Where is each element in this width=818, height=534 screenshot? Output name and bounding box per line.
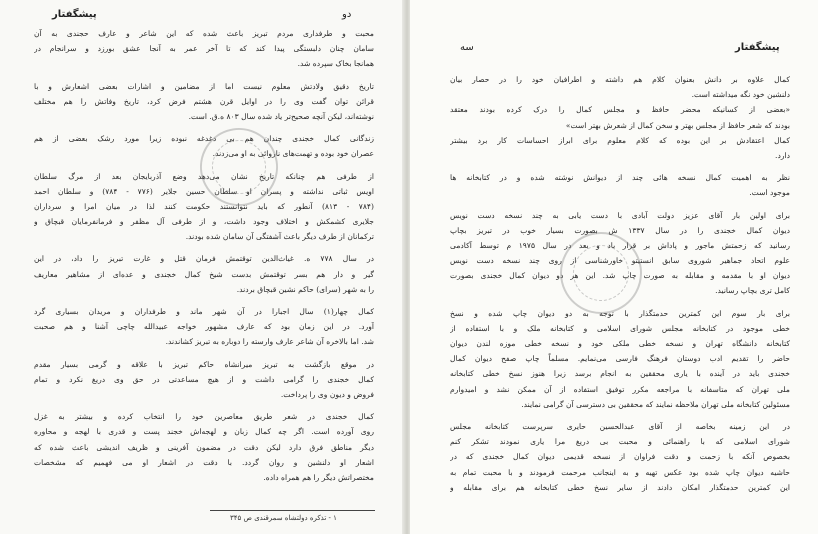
text-line: خطی موجود در کتابخانه مجلس شورای اسلامی و کتابخانه ملک و با استفاده از (450, 323, 790, 333)
text-line: اویس ثباتی نداشته و پسران او سلطان حسین جلایر (۷۷۶ - ۷۸۴) و سلطان احمد (34, 186, 374, 196)
left-page-number: دو (342, 9, 352, 20)
text-line: نوشته‌اند، لیکن آنچه صحیح‌تر یاد شده سال ۸۰۳ ه.ق. است. (188, 111, 374, 121)
right-page-number: سه (460, 42, 474, 53)
text-line: همانجا بخاک سپرده شد. (297, 59, 374, 69)
text-line: جلایری کشمکش و اختلاف وجود داشت، و از طرفی آل مظفر و فرمانفرمایان قبچاق و (34, 217, 374, 227)
text-line: شورای اسلامی که با راهنمائی و محبت بی دریغ مرا یاری نمودند تشکر کنم (450, 437, 790, 447)
text-line: زندگانی کمال خجندی چندان هم بی دغدغه نبوده زیرا مورد رشک بعضی از هم (34, 134, 374, 144)
text-line: خجندی باید در آینده با یاری محققین به انجام برسد زیرا هنوز نسخ خطی کتابخانه (450, 369, 790, 379)
text-line: قرائن توان گفت وی را در اوایل قرن هشتم فرض کرد، تاریخ وفاتش را هم مختلف (34, 96, 374, 106)
text-line: کمال اعتقادش بر این بوده که کلام معلوم برای ابراز احساسات کار برد بیشتر (450, 135, 790, 145)
text-line: روی آورده است. اگر چه کمال زبان و لهجه‌اش خجند پست و قدری با لهجه و محاوره (34, 427, 374, 437)
text-line: محبت و طرفداری مردم تبریز باعث شده که این شاعر و عارف حجندی به آن (34, 29, 374, 38)
text-line: علوم اتحاد جماهیر شوروی سابق انستیتو خاورشناسی از روی چند نسخه دست نویس (450, 256, 790, 266)
text-line: فروض و دیون وی را پرداخت. (280, 389, 374, 399)
text-line: در سال ۷۷۸ ه. غیاث‌الدین توقتمش فرمان قتل و غارت تبریز را داد، در این (34, 254, 374, 264)
text-line: کتابخانه دانشگاه تهران و نسخه خطی ملکی خود و نسخه خطی موزه لندن دیوان (450, 339, 790, 348)
text-line: دیوان او با مقدمه و مقابله به صورت چاپ شد. این هر دو دیوان کمال خجندی بصورت (450, 271, 790, 281)
footnote: ۱ - تذکره دولتشاه سمرقندی ص ۳۴۵ (230, 514, 337, 522)
text-line: در این زمینه بخاصه از آقای عبدالحسین حایری سرپرست کتابخانه مجلس (450, 421, 790, 431)
text-line: برای اولین بار آقای عزیز دولت آبادی با دست یابی به چند نسخه دست نویس (450, 210, 790, 220)
text-line: کمال خجندی در شعر طریق معاصرین خود را انتخاب کرده و بیشتر به غزل (34, 412, 374, 422)
text-line: مسئولین کتابخانه ملی تهران ملاحظه نمایند که محققین بی دسترسی آن گرامی نمایند. (521, 399, 790, 409)
left-page (0, 0, 404, 534)
text-line: مختصراتش دیگر را هم همراه داده. (263, 472, 374, 482)
text-line: دلنشین خود نگه میداشته است. (691, 90, 790, 100)
text-line: ترکمانان از طرف دیگر باعث آشفتگی آن سامان شده بودند. (185, 232, 374, 242)
footnote-divider (210, 510, 375, 511)
text-line: را به شهر (سرای) حاکم نشین قبچاق بردند. (236, 284, 374, 294)
text-line: در موقع بازگشت به تبریز میرانشاه حاکم تبریز با علاقه و گرمی بسیار مقدم (34, 359, 374, 369)
text-line: شد. اما بالاخره آن شاعر عارف وارسته را دوباره به تبریز کشاندند. (165, 337, 374, 347)
text-line: عصران خود بوده و تهمت‌های ناروائی به او می‌زدند. (212, 149, 374, 159)
text-line: از طرفی هم چنانکه تاریخ نشان می‌دهد وضع آذربایجان بعد از مرگ سلطان (34, 171, 374, 181)
text-line: بخصوص آنکه با زحمت و دقت فراوان از نسخه قدیمی دیوان کمال خجندی که در (450, 452, 790, 462)
text-line: دیوان کمال خجندی را در سال ۱۳۳۷ ش بصورت بسیار خوب در تبریز بچاپ (450, 225, 790, 235)
left-running-head: پیشگفتار (52, 9, 97, 20)
text-line: «بعضی از کسانیکه محضر حافظ و مجلس کمال را درک کرده بودند معتقد (450, 105, 790, 115)
text-line: کامل تری بچاپ رسانید. (715, 286, 790, 296)
text-line: کمال علاوه بر دانش بعنوان کلام هم داشته و اطرافیان خود را در حصار بیان (450, 75, 790, 84)
right-page (410, 0, 818, 534)
text-line: گیر و دار هم بسر توقتمش بدست شیخ کمال خجندی و عده‌ای از مشاهیر معاریف (34, 269, 374, 279)
text-line: کمال خجندی را گرامی داشت و از هیچ مساعدتی در حق وی دریغ نکرد و تمام (34, 374, 374, 384)
text-line: این کمترین حدمتگذار امکان دادند از سایر نسخ خطی کتابخانه هم برای مقابله و (450, 482, 790, 492)
text-line: برای بار سوم این کمترین حدمتگذار با توجه به دو دیوان چاپ شده و نسخ (450, 308, 790, 318)
text-line: بودند که شعر حافظ از مجلس بهتر و سخن کمال از شعرش بهتر است» (565, 120, 790, 130)
text-line: اشعار او دلنشین و روان گردد. با دقت در اشعار او می فهمیم که مشخصات (34, 457, 374, 467)
text-line: (۷۸۴ - ۸۱۳) آنطور که باید نتوانستند حکومت کنند لذا در میان امرا و سرداران (34, 201, 374, 211)
text-line: حاضر را تقدیم ادب دوستان فرهنگ فارسی می‌نمایم. مسلماً چاپ صفح دیوان کمال (450, 354, 790, 364)
text-line: رسانید که زحمتش ماجور و پاداش بر قرار باد و بعد در سال ۱۹۷۵ م توسط آکادمی (450, 240, 790, 250)
text-line: آورد. در این زمان بود که عارف مشهور خواجه عبیدالله چاچی آشنا و هم صحبت (34, 322, 374, 332)
text-line: حاشیه دیوان چاپ شده بود عکس تهیه و به اینجانب مرحمت فرمودند و با محبت تمام به (450, 467, 790, 477)
right-running-head: پیشگفتار (735, 42, 780, 53)
text-line: دیگر مناطق فرق دارد لیکن دقت در مضمون آفرینی و ظریف اندیشی باعث شده که (34, 442, 374, 452)
left-body-text (34, 26, 374, 485)
text-line: ملی تهران که متاسفانه با مراجعه مکرر توفیق استفاده از آن ممکن نشد و امیدوارم (450, 384, 790, 394)
text-line: کمال چهار(۱) سال اجبارا در آن شهر ماند و طرفداران و مریدان بسیاری گرد (34, 307, 374, 316)
text-line: موجود است. (749, 188, 790, 198)
text-line: دارد. (775, 150, 790, 160)
text-line: سامان چنان دلبستگی پیدا کند که تا آخر عمر به آنجا عشق بورزد و سرانجام در (34, 44, 374, 54)
text-line: نظر به اهمیت کمال نسخه هائی چند از دیوانش نوشته شده و در کتابخانه ها (450, 173, 790, 183)
text-line: تاریخ دقیق ولادتش معلوم نیست اما از مضامین و اشارات بعضی اشعارش و با (34, 81, 374, 91)
